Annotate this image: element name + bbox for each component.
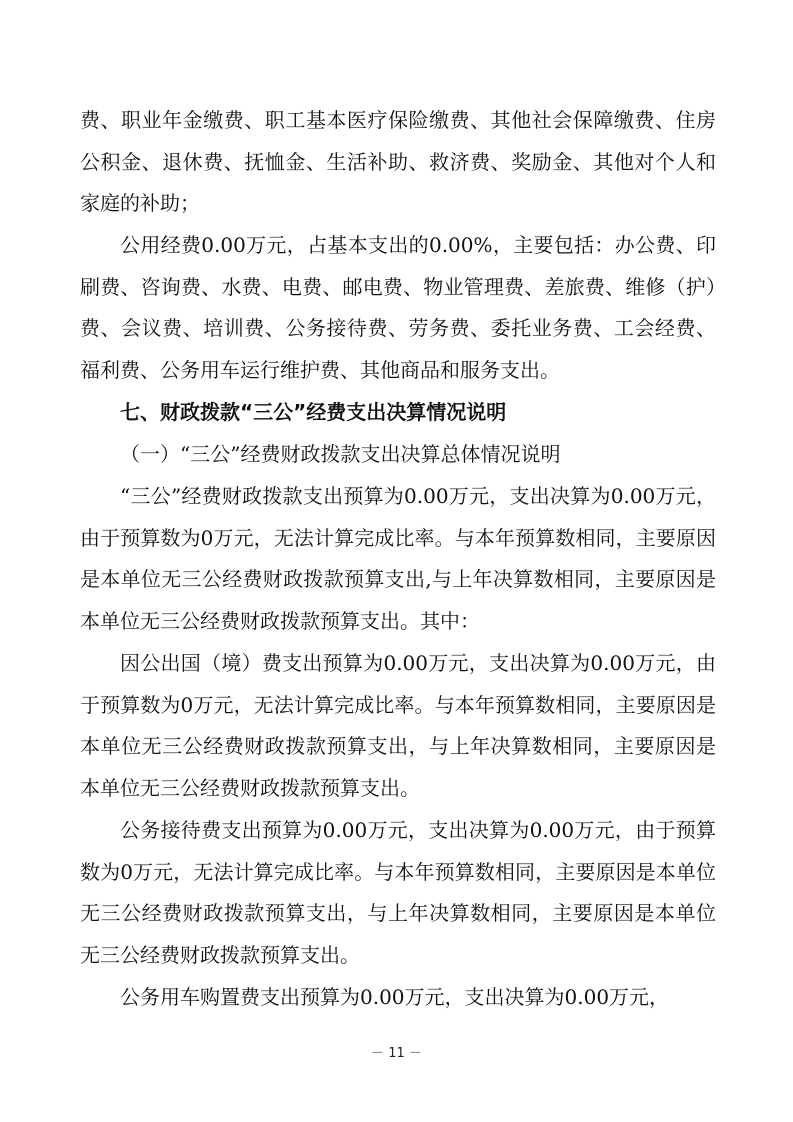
page-number: － 11 － xyxy=(371,1046,422,1061)
paragraph-overseas-travel: 因公出国（境）费支出预算为0.00万元，支出决算为0.00万元，由于预算数为0万元，无法计算完成比率。与本年预算数相同，主要原因是本单位无三公经费财政拨款预算支出，与上年决算数相同，主要原因是本单位无三公经费财政拨款预算支出。 xyxy=(80,651,716,800)
paragraph-personnel-expenses-continued: 费、职业年金缴费、职工基本医疗保险缴费、其他社会保障缴费、住房公积金、退休费、抚恤金、生活补助、救济费、奖励金、其他对个人和家庭的补助； xyxy=(80,108,716,215)
paragraph-official-reception: 公务接待费支出预算为0.00万元，支出决算为0.00万元，由于预算数为0万元，无法计算完成比率。与本年预算数相同，主要原因是本单位无三公经费财政拨款预算支出，与上年决算数相同，主要原因是本单位无三公经费财政拨款预算支出。 xyxy=(80,818,716,967)
paragraph-three-public-summary: “三公”经费财政拨款支出预算为0.00万元，支出决算为0.00万元，由于预算数为0万元，无法计算完成比率。与本年预算数相同，主要原因是本单位无三公经费财政拨款预算支出,与上年决算数相同，主要原因是本单位无三公经费财政拨款预算支出。其中： xyxy=(80,484,716,633)
paragraph-vehicle-purchase: 公务用车购置费支出预算为0.00万元，支出决算为0.00万元， xyxy=(120,985,670,1009)
subsection-heading: （一）“三公”经费财政拨款支出决算总体情况说明 xyxy=(120,442,561,466)
paragraph-public-expenses: 公用经费0.00万元，占基本支出的0.00%，主要包括：办公费、印刷费、咨询费、水费、电费、邮电费、物业管理费、差旅费、维修（护）费、会议费、培训费、公务接待费、劳务费、委托业务费、工会经费、福利费、公务用车运行维护费、其他商品和服务支出。 xyxy=(80,233,716,382)
section-heading: 七、财政拨款“三公”经费支出决算情况说明 xyxy=(120,400,507,424)
